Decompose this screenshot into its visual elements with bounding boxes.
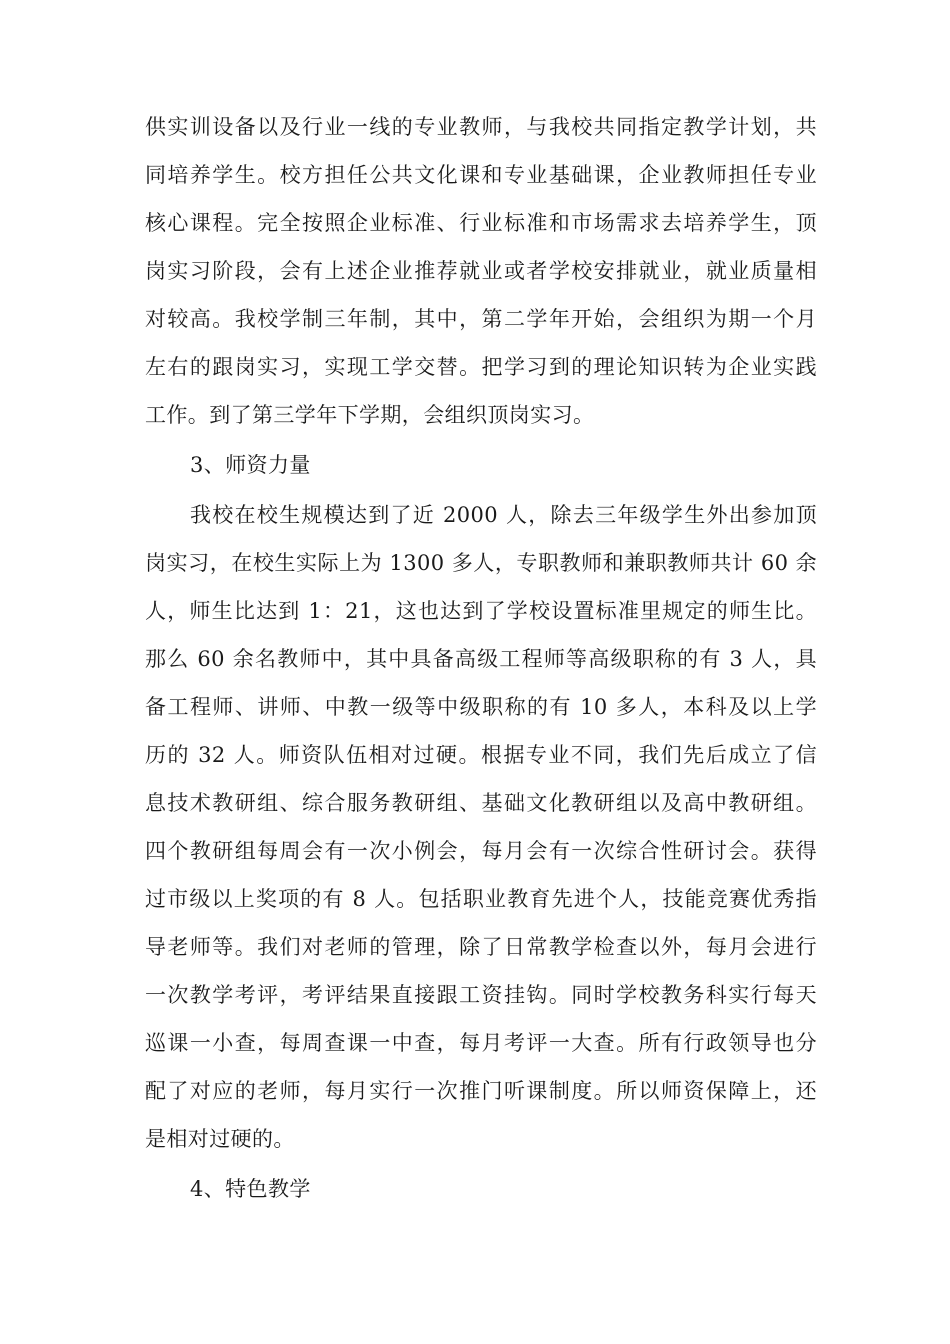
text-line: 同培养学生。校方担任公共文化课和专业基础课，企业教师担任专业 bbox=[145, 163, 817, 187]
text-line: 对较高。我校学制三年制，其中，第二学年开始，会组织为期一个月 bbox=[145, 307, 817, 331]
text-line: 岗实习阶段，会有上述企业推荐就业或者学校安排就业，就业质量相 bbox=[145, 259, 817, 283]
paragraph-school-enterprise-cooperation bbox=[145, 103, 817, 439]
text-line: 导老师等。我们对老师的管理，除了日常教学检查以外，每月会进行 bbox=[145, 935, 817, 959]
text-line: 一次教学考评，考评结果直接跟工资挂钩。同时学校教务科实行每天 bbox=[145, 983, 817, 1007]
text-line: 我校在校生规模达到了近 2000 人，除去三年级学生外出参加顶 bbox=[190, 503, 817, 527]
text-line: 人，师生比达到 1：21，这也达到了学校设置标准里规定的师生比。 bbox=[145, 599, 817, 623]
text-line: 息技术教研组、综合服务教研组、基础文化教研组以及高中教研组。 bbox=[145, 791, 817, 815]
text-line: 是相对过硬的。 bbox=[145, 1127, 295, 1151]
text-line: 供实训设备以及行业一线的专业教师，与我校共同指定教学计划，共 bbox=[145, 115, 817, 139]
text-line: 核心课程。完全按照企业标准、行业标准和市场需求去培养学生，顶 bbox=[145, 211, 817, 235]
section-heading-teaching-staff: 3、师资力量 bbox=[190, 453, 311, 477]
text-line: 工作。到了第三学年下学期，会组织顶岗实习。 bbox=[145, 403, 595, 427]
text-line: 那么 60 余名教师中，其中具备高级工程师等高级职称的有 3 人，具 bbox=[145, 647, 817, 671]
text-line: 配了对应的老师，每月实行一次推门听课制度。所以师资保障上，还 bbox=[145, 1079, 817, 1103]
text-line: 四个教研组每周会有一次小例会，每月会有一次综合性研讨会。获得 bbox=[145, 839, 817, 863]
text-line: 备工程师、讲师、中教一级等中级职称的有 10 多人，本科及以上学 bbox=[145, 695, 817, 719]
text-line: 巡课一小查，每周查课一中查，每月考评一大查。所有行政领导也分 bbox=[145, 1031, 817, 1055]
text-line: 过市级以上奖项的有 8 人。包括职业教育先进个人，技能竞赛优秀指 bbox=[145, 887, 817, 911]
document-body bbox=[145, 103, 817, 1215]
text-line: 左右的跟岗实习，实现工学交替。把学习到的理论知识转为企业实践 bbox=[145, 355, 817, 379]
text-line: 岗实习，在校生实际上为 1300 多人，专职教师和兼职教师共计 60 余 bbox=[145, 551, 817, 575]
section-heading-featured-teaching: 4、特色教学 bbox=[190, 1177, 311, 1201]
paragraph-teaching-staff bbox=[145, 491, 817, 1163]
text-line: 历的 32 人。师资队伍相对过硬。根据专业不同，我们先后成立了信 bbox=[145, 743, 817, 767]
